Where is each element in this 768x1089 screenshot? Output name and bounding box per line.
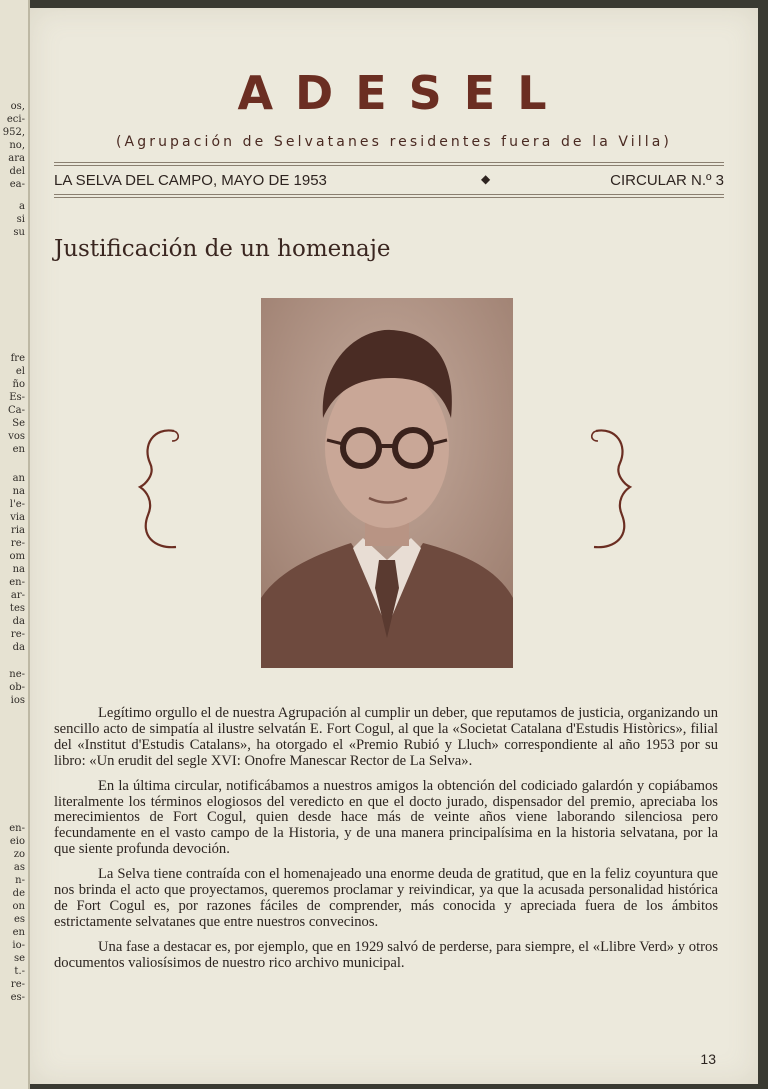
margin-fragment: ño [12,379,25,390]
page-number: 13 [700,1051,716,1067]
margin-fragment: re- [10,538,25,549]
separator-diamond: ◆ [481,172,491,186]
margin-fragment: si [16,214,25,225]
header-rule-bottom [54,194,724,195]
margin-fragment: os, [10,101,25,112]
header-rule-top [54,162,724,163]
margin-fragment: del [9,166,25,177]
masthead-subtitle: (Agrupación de Selvatanes residentes fuera de la Villa) [115,134,672,150]
portrait-photo [261,298,513,668]
margin-fragment: n- [15,875,25,886]
article-body [54,706,718,981]
margin-fragment: an [12,473,25,484]
margin-fragments-1 [3,100,25,191]
header-rule-bottom-double [54,197,724,198]
margin-fragment: io- [12,940,25,951]
margin-fragment: de [12,888,25,899]
margin-fragment: t.- [14,966,25,977]
right-ornament-brace [590,423,634,553]
margin-fragment: da [12,642,25,653]
adjacent-page-strip [0,0,30,1089]
margin-fragment: ea- [9,179,25,190]
margin-fragments-4 [9,472,25,654]
margin-fragment: ar- [10,590,25,601]
margin-fragment: na [12,564,25,575]
paragraph-3: La Selva tiene contraída con el homenajeado una enorme deuda de gratitud, que en la feliz coyuntura que nos brinda el acto que proyectamos, queremos proclamar y reivindicar, ya que la acusada personalidad histórica de Fort Cogul es, por razones fáciles de comprender, más conocida y apreciada fuera de los ámbitos estrictamente selvatanes que entre nuestros convecinos. [54,866,718,930]
margin-fragments-2 [13,200,25,239]
margin-fragment: Ca- [8,405,25,416]
margin-fragment: en [12,444,25,455]
margin-fragment: da [12,616,25,627]
margin-fragment: re- [10,979,25,990]
margin-fragment: ios [10,695,25,706]
margin-fragment: ob- [9,682,25,693]
margin-fragment: vos [8,431,25,442]
margin-fragment: 952, [2,127,25,138]
margin-fragment: tes [9,603,25,614]
margin-fragment: ara [8,153,25,164]
margin-fragment: l'e- [9,499,25,510]
left-ornament-brace [136,423,180,553]
margin-fragment: ne- [9,669,25,680]
margin-fragment: en- [9,823,25,834]
place-date: LA SELVA DEL CAMPO, MAYO DE 1953 [54,172,327,189]
margin-fragments-5 [9,668,25,707]
margin-fragment: Se [12,418,25,429]
margin-fragment: se [13,953,25,964]
margin-fragment: ria [11,525,25,536]
margin-fragments-6 [9,822,25,1004]
margin-fragments-3 [8,352,25,456]
paragraph-4: Una fase a destacar es, por ejemplo, que en 1929 salvó de perderse, para siempre, el «Llibre Verd» y otros documentos valiosísimos de nuestro rico archivo municipal. [54,938,718,971]
margin-fragment: a [19,201,25,212]
margin-fragment: Es- [9,392,25,403]
margin-fragment: zo [13,849,25,860]
margin-fragment: na [12,486,25,497]
margin-fragment: no, [9,140,25,151]
margin-fragment: fre [10,353,25,364]
margin-fragment: su [13,227,25,238]
paragraph-1: Legítimo orgullo el de nuestra Agrupación al cumplir un deber, que reputamos de justicia, organizando un sencillo acto de simpatía al ilustre selvatán E. Fort Cogul, al que la «Societat Catalana d'Estudis Històrics», filial del «Institut d'Estudis Catalans», ha otorgado el «Premio Rubió y Lluch» correspondiente al año 1953 por su libro: «Un erudit del segle XVI: Onofre Manescar Rector de La Selva». [54,705,718,769]
article-title: Justificación de un homenaje [54,236,391,262]
masthead-title: ADESEL [237,66,569,120]
margin-fragment: es- [10,992,25,1003]
margin-fragment: en- [9,577,25,588]
margin-fragment: as [13,862,25,873]
issue-info-line [54,168,724,192]
margin-fragment: es [13,914,25,925]
margin-fragment: eio [9,836,25,847]
margin-fragment: om [9,551,25,562]
margin-fragment: el [15,366,25,377]
margin-fragment: eci- [6,114,25,125]
header-rule-top-double [54,165,724,166]
margin-fragment: en [12,927,25,938]
document-page [30,8,758,1084]
paragraph-2: En la última circular, notificábamos a nuestros amigos la obtención del codiciado galardón y copiábamos literalmente los términos elogiosos del veredicto en que el docto jurado, dispensador del premio, apreciaba los merecimientos de Fort Cogul, quien desde hace más de veinte años viene laborando silenciosa pero fecundamente en el vasto campo de la Historia, y de una manera principalísima en la historia selvatana, por la que siente profunda devoción. [54,777,718,858]
margin-fragment: via [10,512,25,523]
circular-number: CIRCULAR N.º 3 [610,172,724,189]
margin-fragment: on [12,901,25,912]
margin-fragment: re- [10,629,25,640]
